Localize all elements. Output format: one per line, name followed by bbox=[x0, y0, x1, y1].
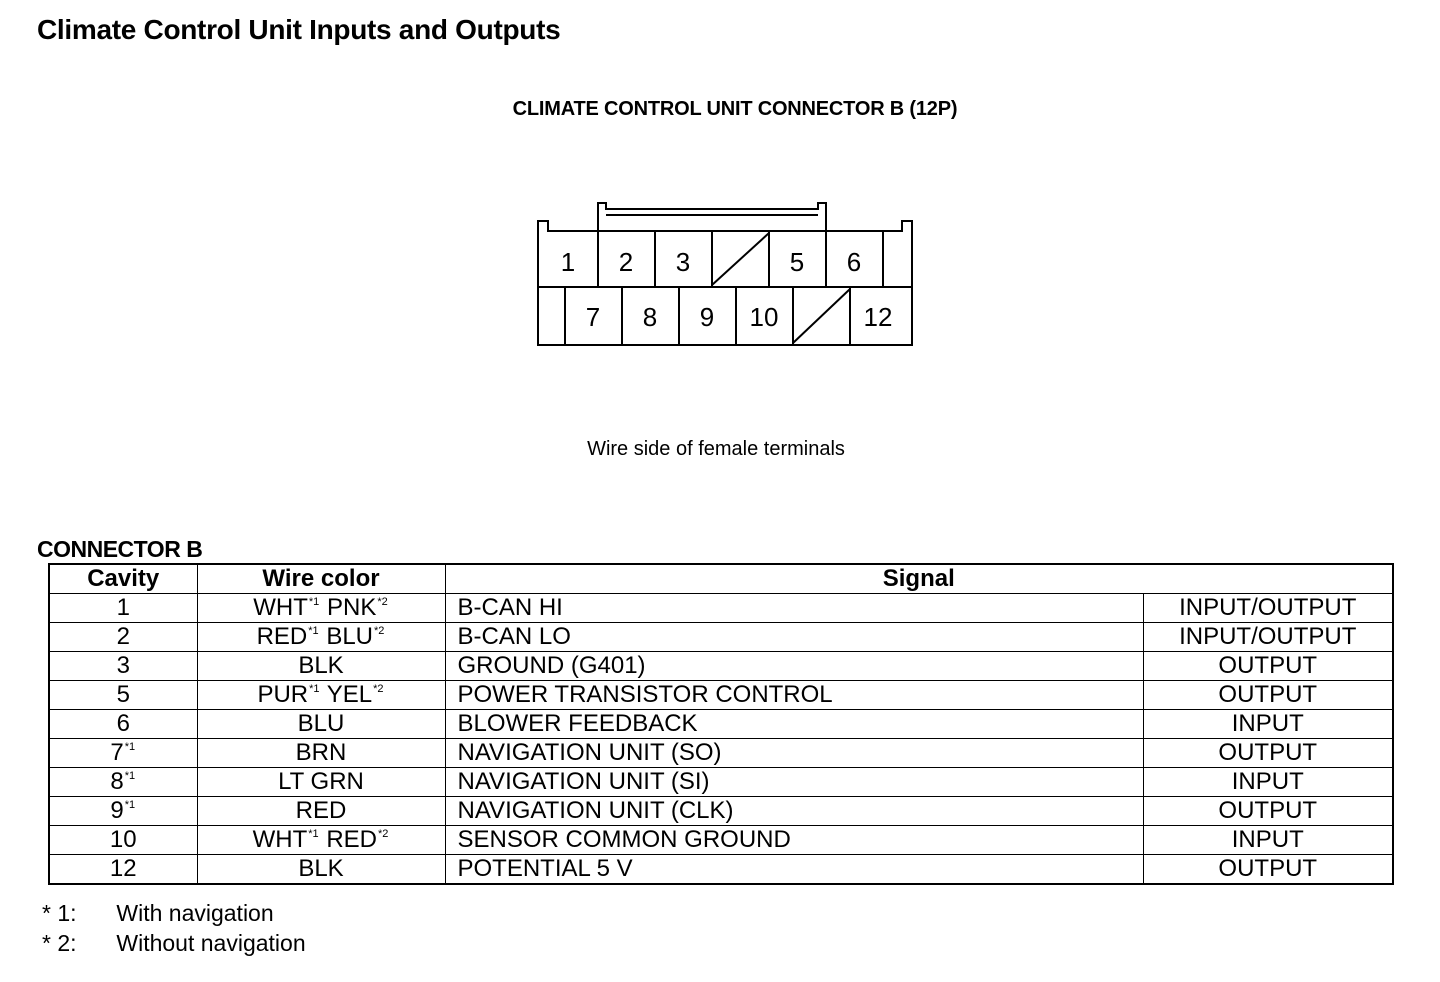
connector-caption: Wire side of female terminals bbox=[587, 438, 845, 460]
cavity-number: 5 bbox=[789, 247, 805, 277]
cavity-value: 12 bbox=[109, 855, 137, 882]
cavity-value: 1 bbox=[116, 594, 130, 621]
wire-color: BLK bbox=[298, 855, 344, 882]
wire-color-cell bbox=[197, 681, 445, 710]
footnote-marker: *2 bbox=[378, 828, 389, 840]
footnote-marker: *2 bbox=[373, 683, 384, 695]
signal-direction-cell: INPUT bbox=[1143, 768, 1393, 797]
cavity-value: 5 bbox=[116, 681, 130, 708]
cavity-value: 8 bbox=[110, 768, 124, 795]
signal-name-cell: NAVIGATION UNIT (SO) bbox=[445, 739, 1143, 768]
connector-lock-tab bbox=[598, 203, 826, 231]
wire-color: RED bbox=[256, 623, 308, 650]
signal-name-cell: NAVIGATION UNIT (CLK) bbox=[445, 797, 1143, 826]
table-row bbox=[49, 710, 1393, 739]
footnote-mark: * 2: bbox=[42, 930, 77, 956]
cavity-cell bbox=[49, 681, 197, 710]
cavity-cell bbox=[49, 797, 197, 826]
signal-direction-cell: INPUT bbox=[1143, 710, 1393, 739]
wire-color: WHT bbox=[252, 826, 308, 853]
footnote-marker: *1 bbox=[309, 683, 320, 695]
wire-color-cell bbox=[197, 826, 445, 855]
table-row bbox=[49, 797, 1393, 826]
cavity-cell bbox=[49, 710, 197, 739]
signal-direction-cell: OUTPUT bbox=[1143, 652, 1393, 681]
wire-color-cell bbox=[197, 594, 445, 623]
footnote-marker: *1 bbox=[308, 625, 319, 637]
cavity-value: 10 bbox=[109, 826, 137, 853]
wire-color-alt: RED bbox=[326, 826, 377, 853]
signal-direction-cell: INPUT bbox=[1143, 826, 1393, 855]
signal-name-cell: POTENTIAL 5 V bbox=[445, 855, 1143, 885]
pinout-table bbox=[48, 563, 1394, 885]
column-header-wire-color: Wire color bbox=[197, 564, 445, 594]
footnotes bbox=[42, 898, 306, 958]
footnote-marker: *1 bbox=[308, 596, 320, 608]
table-row bbox=[49, 681, 1393, 710]
cavity-number: 8 bbox=[642, 302, 658, 332]
table-heading: CONNECTOR B bbox=[37, 536, 203, 562]
cavity-cell bbox=[49, 739, 197, 768]
table-row bbox=[49, 623, 1393, 652]
wire-color: LT GRN bbox=[278, 768, 364, 795]
wire-color-cell bbox=[197, 768, 445, 797]
wire-color: WHT bbox=[253, 594, 308, 621]
connector-heading: CLIMATE CONTROL UNIT CONNECTOR B (12P) bbox=[512, 98, 958, 120]
connector-diagram bbox=[530, 195, 920, 355]
page-title: Climate Control Unit Inputs and Outputs bbox=[37, 14, 561, 45]
wire-color-alt: PNK bbox=[326, 594, 377, 621]
cavity-value: 3 bbox=[116, 652, 130, 679]
signal-name-cell: B-CAN HI bbox=[445, 594, 1143, 623]
wire-color: RED bbox=[295, 797, 347, 824]
signal-name-cell: POWER TRANSISTOR CONTROL bbox=[445, 681, 1143, 710]
wire-color: BLK bbox=[298, 652, 344, 679]
footnote-marker: *2 bbox=[374, 625, 385, 637]
signal-direction-cell: OUTPUT bbox=[1143, 797, 1393, 826]
column-header-signal: Signal bbox=[445, 564, 1393, 594]
empty-cavity-slash-11 bbox=[793, 289, 850, 343]
table-row bbox=[49, 594, 1393, 623]
signal-direction-cell: OUTPUT bbox=[1143, 855, 1393, 885]
wire-color: BLU bbox=[297, 710, 345, 737]
wire-color-cell bbox=[197, 739, 445, 768]
signal-name-cell: BLOWER FEEDBACK bbox=[445, 710, 1143, 739]
table-row bbox=[49, 652, 1393, 681]
cavity-number: 9 bbox=[699, 302, 715, 332]
cavity-value: 2 bbox=[116, 623, 130, 650]
empty-cavity-slash-4 bbox=[712, 233, 769, 285]
cavity-value: 9 bbox=[110, 797, 124, 824]
cavity-number: 3 bbox=[675, 247, 691, 277]
signal-name-cell: B-CAN LO bbox=[445, 623, 1143, 652]
cavity-cell bbox=[49, 652, 197, 681]
footnote-marker: *1 bbox=[124, 741, 136, 753]
wire-color: BRN bbox=[295, 739, 347, 766]
table-body bbox=[49, 594, 1393, 885]
wire-color: PUR bbox=[257, 681, 309, 708]
cavity-cell bbox=[49, 826, 197, 855]
table-row bbox=[49, 768, 1393, 797]
cavity-value: 6 bbox=[116, 710, 130, 737]
signal-direction-cell: OUTPUT bbox=[1143, 681, 1393, 710]
footnote-marker: *2 bbox=[377, 596, 388, 608]
footnote-text: With navigation bbox=[116, 900, 274, 926]
table-row bbox=[49, 739, 1393, 768]
wire-color-alt: YEL bbox=[326, 681, 373, 708]
cavity-value: 7 bbox=[110, 739, 124, 766]
footnote bbox=[42, 898, 306, 928]
footnote-marker: *1 bbox=[308, 828, 319, 840]
wire-color-cell bbox=[197, 855, 445, 885]
wire-color-cell bbox=[197, 652, 445, 681]
wire-color-cell bbox=[197, 710, 445, 739]
footnote-text: Without navigation bbox=[116, 930, 306, 956]
cavity-cell bbox=[49, 768, 197, 797]
wire-color-alt: BLU bbox=[326, 623, 374, 650]
table-row bbox=[49, 826, 1393, 855]
signal-direction-cell: INPUT/OUTPUT bbox=[1143, 623, 1393, 652]
footnote-marker: *1 bbox=[124, 799, 136, 811]
cavity-number: 6 bbox=[846, 247, 862, 277]
signal-name-cell: GROUND (G401) bbox=[445, 652, 1143, 681]
wire-color-cell bbox=[197, 623, 445, 652]
table-row bbox=[49, 855, 1393, 885]
footnote bbox=[42, 928, 306, 958]
signal-name-cell: NAVIGATION UNIT (SI) bbox=[445, 768, 1143, 797]
cavity-number: 1 bbox=[560, 247, 576, 277]
cavity-number: 10 bbox=[749, 302, 779, 332]
column-header-cavity: Cavity bbox=[49, 564, 197, 594]
cavity-cell bbox=[49, 623, 197, 652]
cavity-cell bbox=[49, 855, 197, 885]
wire-color-cell bbox=[197, 797, 445, 826]
cavity-number: 2 bbox=[618, 247, 634, 277]
table-header-row bbox=[49, 564, 1393, 594]
signal-direction-cell: INPUT/OUTPUT bbox=[1143, 594, 1393, 623]
cavity-number: 12 bbox=[863, 302, 893, 332]
signal-name-cell: SENSOR COMMON GROUND bbox=[445, 826, 1143, 855]
footnote-marker: *1 bbox=[124, 770, 136, 782]
cavity-number: 7 bbox=[585, 302, 601, 332]
footnote-mark: * 1: bbox=[42, 900, 77, 926]
cavity-cell bbox=[49, 594, 197, 623]
signal-direction-cell: OUTPUT bbox=[1143, 739, 1393, 768]
